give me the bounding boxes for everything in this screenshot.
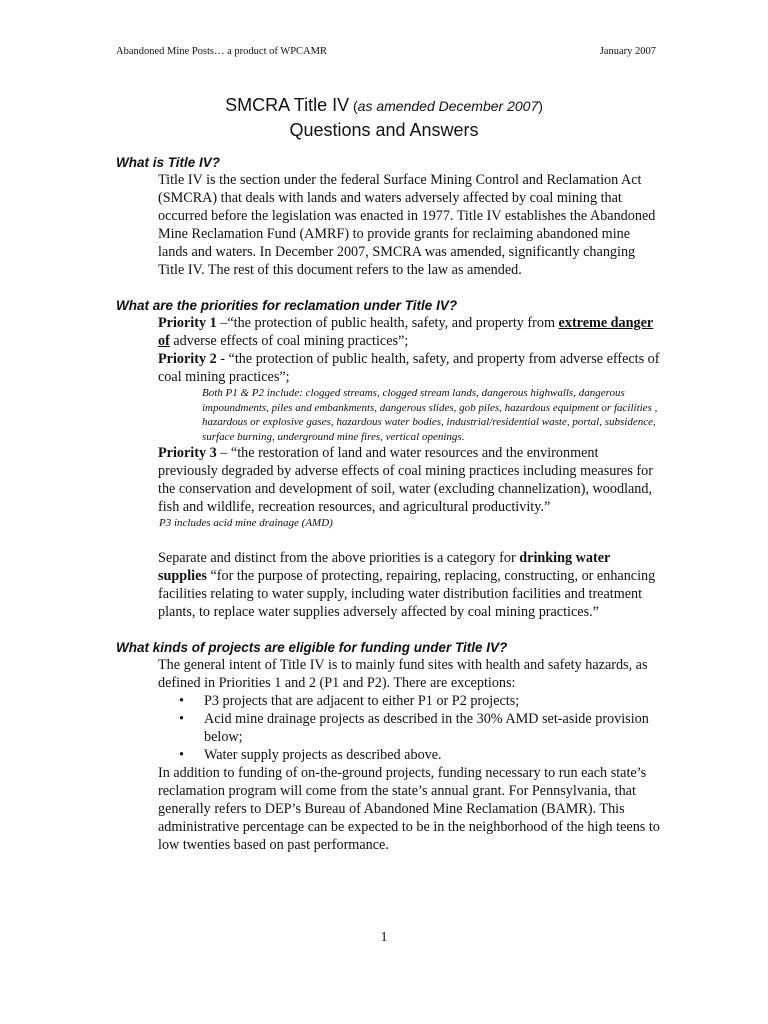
page-number: 1 bbox=[380, 930, 388, 945]
section3-intro: The general intent of Title IV is to mainly fund sites with health and safety hazards, as defined in Priorities 1 and 2 (P1 and P2). There are exceptions: bbox=[158, 656, 648, 691]
document-title bbox=[0, 93, 768, 142]
priority-3 bbox=[116, 444, 661, 516]
priority-2 bbox=[116, 350, 661, 386]
section1-heading: What is Title IV? bbox=[116, 155, 221, 170]
title-sub-suffix: ) bbox=[538, 98, 543, 114]
drinking-water-text-b: “for the purpose of protecting, repairing, replacing, constructing, or enhancing facilities relating to water supply, including water distribution facilities and treatment plants, to replace water supplies adversely affected by coal mining practices.” bbox=[158, 567, 656, 620]
drinking-water-paragraph bbox=[116, 549, 661, 621]
drinking-water-emphasis: drinking water supplies bbox=[158, 549, 611, 584]
list-item-text: P3 projects that are adjacent to either P1 or P2 projects; bbox=[204, 692, 520, 709]
priority-1-2-note: Both P1 & P2 include: clogged streams, clogged stream lands, dangerous highwalls, dangerous impoundments, piles and embankments, dangerous slides, gob piles, hazardous equipment or facilities , hazardous or explosive gases, hazardous water bodies, industrial/residential waste, portal, subsidence, surface burning, underground mine fires, vertical openings. bbox=[202, 387, 658, 443]
section2-heading: What are the priorities for reclamation under Title IV? bbox=[116, 298, 458, 313]
section3-heading: What kinds of projects are eligible for funding under Title IV? bbox=[116, 639, 508, 655]
priority-1 bbox=[116, 314, 661, 350]
list-item bbox=[179, 692, 661, 710]
priority-1-text-a: –“the protection of public health, safety, and property from bbox=[216, 315, 559, 331]
list-item bbox=[179, 746, 661, 764]
title-sub-prefix: ( bbox=[349, 98, 358, 114]
bullet-icon: • bbox=[179, 710, 184, 727]
bullet-icon: • bbox=[179, 746, 184, 763]
section3-closing: In addition to funding of on-the-ground projects, funding necessary to run each state’s reclamation program will come from the state’s annual grant. For Pennsylvania, that generally refers to DEP’s Bureau of Abandoned Mine Reclamation (BAMR). This administrative percentage can be expected to be in the neighborhood of the high teens to low twenties based on past performance. bbox=[158, 764, 660, 853]
list-item-text: Acid mine drainage projects as described in the 30% AMD set-aside provision below; bbox=[204, 710, 649, 745]
priority-3-note: P3 includes acid mine drainage (AMD) bbox=[159, 517, 333, 529]
list-item bbox=[179, 710, 661, 746]
title-line-2: Questions and Answers bbox=[289, 120, 479, 140]
priority-3-label: Priority 3 bbox=[158, 445, 217, 461]
priority-2-label: Priority 2 bbox=[158, 351, 217, 367]
drinking-water-text-a: Separate and distinct from the above priorities is a category for bbox=[158, 549, 520, 566]
priority-2-text: - “the protection of public health, safety, and property from adverse effects of coal mining practices”; bbox=[158, 351, 660, 385]
list-item-text: Water supply projects as described above. bbox=[204, 746, 442, 763]
priority-3-text: – “the restoration of land and water resources and the environment previously degraded by adverse effects of coal mining practices including measures for the conservation and development of soil, water (excluding channelization), woodland, fish and wildlife, recreation resources, and agricultural productivity.” bbox=[158, 445, 653, 515]
title-main: SMCRA Title IV bbox=[225, 95, 350, 115]
priority-1-emphasis: extreme danger of bbox=[158, 315, 654, 349]
exceptions-list bbox=[116, 692, 661, 764]
section1-body: Title IV is the section under the federal Surface Mining Control and Reclamation Act (SMCRA) that deals with lands and waters adversely affected by coal mining that occurred before the legislation was enacted in 1977. Title IV establishes the Abandoned Mine Reclamation Fund (AMRF) to provide grants for reclaiming abandoned mine lands and waters. In December 2007, SMCRA was amended, significantly changing Title IV. The rest of this document refers to the law as amended. bbox=[158, 172, 656, 278]
title-line-1 bbox=[0, 93, 768, 118]
priority-1-label: Priority 1 bbox=[158, 315, 217, 331]
header-left: Abandoned Mine Posts… a product of WPCAMR bbox=[116, 46, 327, 57]
bullet-icon: • bbox=[179, 692, 184, 709]
priority-1-text-b: adverse effects of coal mining practices”; bbox=[169, 333, 409, 349]
title-subtitle: as amended December 2007 bbox=[357, 98, 539, 114]
document-body bbox=[116, 154, 661, 854]
header-date: January 2007 bbox=[599, 46, 656, 57]
